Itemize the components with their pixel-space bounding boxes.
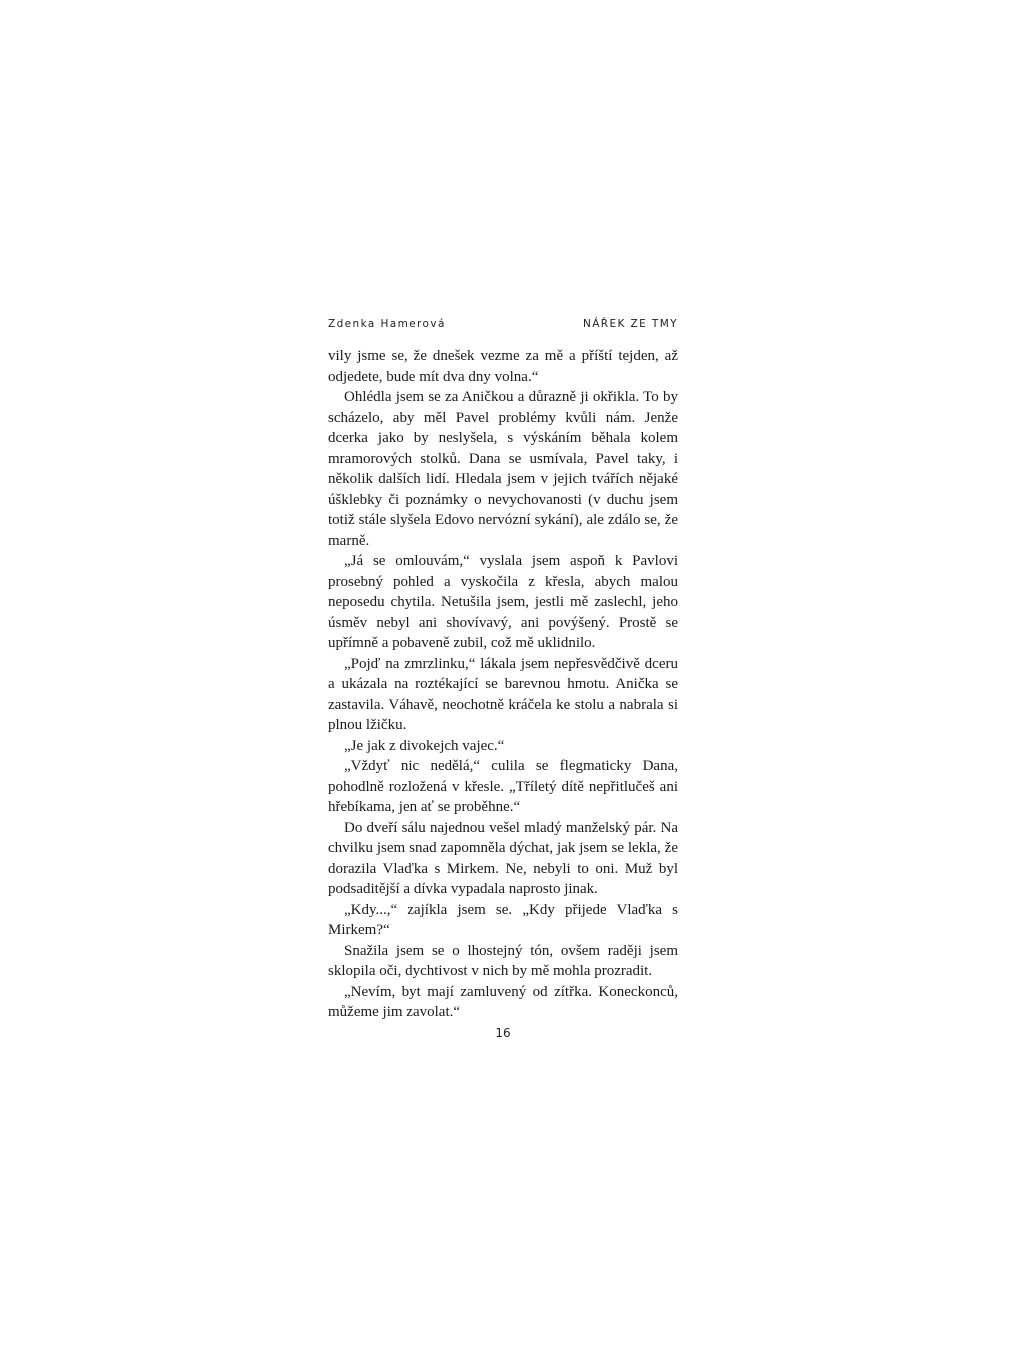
page-number: 16 (495, 1026, 511, 1040)
body-text (328, 346, 678, 1023)
paragraph: „Pojď na zmrzlinku,“ lákala jsem nepřesvědčivě dceru a ukázala na roztékající se barevnou hmotu. Anička se zastavila. Váhavě, neochotně kráčela ke stolu a nabrala si plnou lžičku. (328, 655, 678, 733)
paragraph: Ohlédla jsem se za Aničkou a důrazně ji okřikla. To by scházelo, aby měl Pavel problémy kvůli nám. Jenže dcerka jako by neslyšela, s výskáním běhala kolem mramorových stolků. Dana se usmívala, Pavel taky, i několik dalších lidí. Hledala jsem v jejich tvářích nějaké úšklebky či poznámky o nevychovanosti (v duchu jsem totiž stále slyšela Edovo nervózní sykání), ale zdálo se, že marně. (328, 389, 678, 549)
paragraph: Snažila jsem se o lhostejný tón, ovšem raději jsem sklopila oči, dychtivost v nich by mě mohla prozradit. (328, 942, 678, 979)
paragraph: „Nevím, byt mají zamluvený od zítřka. Koneckonců, můžeme jim zavolat.“ (328, 983, 678, 1020)
header-author: Zdenka Hamerová (328, 318, 446, 330)
paragraph: „Je jak z divokejch vajec.“ (344, 737, 505, 754)
paragraph: „Kdy...,“ zajíkla jsem se. „Kdy přijede Vlaďka s Mirkem?“ (328, 901, 678, 938)
paragraph: „Já se omlouvám,“ vyslala jsem aspoň k Pavlovi prosebný pohled a vyskočila z křesla, abych malou neposedu chytila. Netušila jsem, jestli mě zaslechl, jeho úsměv nebyl ani shovívavý, ani povýšený. Prostě se upřímně a pobaveně zubil, což mě uklidnilo. (328, 553, 678, 651)
paragraph: vily jsme se, že dnešek vezme za mě a příští tejden, až odjedete, bude mít dva dny volna.“ (328, 348, 678, 385)
header-book-title: NÁŘEK ZE TMY (582, 318, 678, 330)
running-header (328, 318, 678, 334)
paragraph: Do dveří sálu najednou vešel mladý manželský pár. Na chvilku jsem snad zapomněla dýchat, jak jsem se lekla, že dorazila Vlaďka s Mirkem. Ne, nebyli to oni. Muž byl podsaditější a dívka vypadala naprosto jinak. (328, 819, 678, 897)
paragraph: „Vždyť nic nedělá,“ culila se flegmaticky Dana, pohodlně rozložená v křesle. „Tříletý dítě nepřitlučeš ani hřebíkama, jen ať se proběhne.“ (328, 758, 678, 815)
